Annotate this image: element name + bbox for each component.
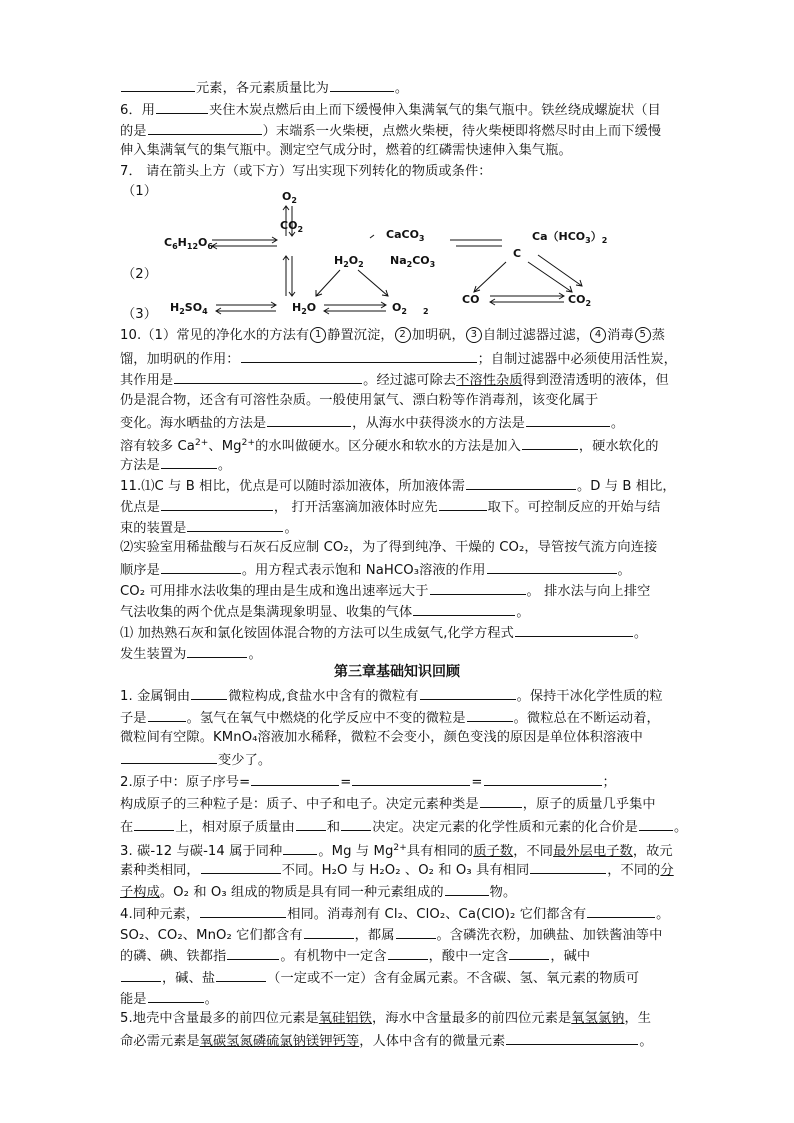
arrow-lines: [0, 0, 794, 330]
text-line: [120, 1010, 651, 1028]
circled-number: 1: [310, 327, 326, 343]
text: 决定。决定元素的化学性质和元素的化合价是: [372, 820, 638, 835]
text: 。: [610, 416, 625, 431]
text: 溶有较多 Ca: [120, 439, 195, 454]
answer-blank[interactable]: [587, 904, 655, 918]
answer-blank[interactable]: [506, 1031, 638, 1045]
formula-calcium-bicarbonate: $Ca(HCO_3)_2$: [532, 230, 608, 245]
text: 5.地壳中含量最多的前四位元素是: [120, 1011, 319, 1026]
answer-blank[interactable]: [296, 817, 326, 831]
text-line: [120, 882, 516, 902]
text: 。: [248, 647, 262, 662]
formula-caco3: CaCO$_3$: [386, 228, 425, 243]
text-line: [120, 946, 590, 966]
text: 束的装置是: [120, 521, 187, 536]
text: 2.原子中：原子序号=: [120, 775, 251, 790]
answer-blank[interactable]: [161, 455, 217, 469]
answer-blank[interactable]: [148, 708, 186, 722]
text-line: [120, 623, 647, 643]
text: 。经过滤可除去: [363, 373, 457, 388]
text: ；: [602, 775, 616, 790]
underlined-text: 不溶性杂质: [456, 373, 523, 388]
text: 。: [284, 521, 298, 536]
text: 自制过滤器过滤，: [482, 328, 590, 343]
answer-blank[interactable]: [413, 602, 515, 616]
text: 消毒: [607, 328, 634, 343]
text: ，海水中含量最多的前四位元素是: [371, 1011, 572, 1026]
answer-blank[interactable]: [241, 349, 477, 363]
answer-blank[interactable]: [484, 772, 602, 786]
text: 命必需元素是: [120, 1034, 200, 1049]
text: 。: [217, 458, 232, 473]
text: 。氢气在氧气中燃烧的化学反应中不变的微粒是: [186, 711, 466, 726]
text: 元素，各元素质量比为: [196, 81, 329, 96]
text-line: [120, 794, 656, 814]
text: 具有相同的: [406, 844, 474, 859]
answer-blank[interactable]: [480, 794, 522, 808]
text: 优点是: [120, 500, 160, 515]
answer-blank[interactable]: [161, 560, 241, 574]
answer-blank[interactable]: [283, 841, 317, 855]
answer-blank[interactable]: [227, 946, 279, 960]
formula-na2co3: $Na_2CO_3$: [390, 254, 436, 269]
answer-blank[interactable]: [467, 708, 513, 722]
answer-blank[interactable]: [352, 772, 470, 786]
answer-blank[interactable]: [639, 817, 673, 831]
answer-blank[interactable]: [341, 817, 371, 831]
answer-blank[interactable]: [191, 686, 227, 700]
text: 、Mg: [208, 439, 242, 454]
text: SO₂、CO₂、MnO₂ 它们都含有: [120, 928, 303, 943]
formula-co2-right: $CO_2$: [568, 293, 592, 308]
text: 。: [639, 1034, 653, 1049]
text: 的磷、碘、铁都指: [120, 949, 227, 964]
formula-c: C: [513, 247, 522, 260]
circled-number: 5: [635, 327, 651, 343]
text: ，人体中含有的微量元素: [359, 1034, 506, 1049]
answer-blank[interactable]: [530, 860, 606, 874]
text-line: [120, 349, 677, 369]
text: 能是: [120, 992, 147, 1007]
text: 夹住木炭点燃后由上而下缓慢伸入集满氧气的集气瓶中。铁丝绕成螺旋状（目: [209, 103, 661, 118]
text: 在: [120, 820, 134, 835]
text: 。: [673, 820, 688, 835]
underlined-text: 分: [660, 863, 674, 878]
text: ，碱中: [550, 949, 591, 964]
answer-blank[interactable]: [396, 925, 436, 939]
underlined-text: 最外层电子数: [553, 844, 633, 859]
text-line: [120, 904, 669, 924]
text: ）末端系一火柴梗，点燃火柴梗，待火柴梗即将燃尽时由上而下缓慢: [262, 124, 662, 139]
answer-blank[interactable]: [526, 413, 610, 427]
answer-blank[interactable]: [439, 497, 487, 511]
text: 变少了。: [218, 753, 272, 768]
text-line: 溶有较多 $Ca^{2+}$、$Mg^{2+}$的水叫做硬水。区分硬水和软水的方法是加入 ，硬水软化的: [120, 438, 659, 454]
text: 加明矾，: [411, 328, 465, 343]
item-label: （2）: [122, 267, 158, 282]
text: 。O₂ 和 O₃ 组成的物质是具有同一种元素组成的: [159, 885, 444, 900]
text: 馏，加明矾的作用：: [120, 352, 240, 367]
text: 。: [204, 992, 218, 1007]
text: 3. 碳-12 与碳-14 属于同种: [120, 844, 283, 859]
underlined-text: 质子数: [473, 844, 514, 859]
circled-number: 3: [466, 327, 482, 343]
answer-blank[interactable]: [161, 497, 273, 511]
answer-blank[interactable]: [121, 968, 161, 982]
text: ，碱、盐: [162, 971, 216, 986]
answer-blank[interactable]: [148, 989, 204, 1003]
text: 微粒间有空隙。KMnO₄溶液加水稀释，微粒不会变小，颜色变浅的原因是单位体积溶液中: [120, 730, 643, 745]
text: 。 排水法与向上排空: [526, 584, 651, 599]
text-line: [120, 392, 598, 410]
underlined-text: 氧碳氢氮磷硫氯钠镁钾钙等: [199, 1034, 360, 1049]
answer-blank[interactable]: [487, 560, 617, 574]
text: 微粒构成,食盐水中含有的微粒有: [228, 689, 419, 704]
answer-blank[interactable]: [466, 476, 576, 490]
text: 1. 金属铜由: [120, 689, 191, 704]
text: 。微粒总在不断运动着，: [513, 711, 660, 726]
text: ， 打开活塞滴加液体时应先: [273, 500, 438, 515]
text: ，从海水中获得淡水的方法是: [352, 416, 525, 431]
answer-blank[interactable]: [187, 518, 283, 532]
text-line: 元素，各元素质量比为 。: [120, 78, 408, 98]
text: =: [340, 775, 352, 790]
underlined-text: 子构成: [120, 885, 160, 900]
text: ，生: [624, 1011, 652, 1026]
text-line: [120, 581, 650, 601]
chapter-heading: 第三章基础知识回顾: [334, 664, 460, 680]
text: 变化。海水晒盐的方法是: [120, 416, 267, 431]
answer-blank[interactable]: [430, 581, 526, 595]
text: 素种类相同，: [120, 863, 200, 878]
text-line: [120, 817, 687, 837]
text: ，原子的质量几乎集中: [522, 797, 656, 812]
text: 构成原子的三种粒子是：质子、中子和电子。决定元素种类是: [120, 797, 479, 812]
text: ，酸中一定含: [428, 949, 509, 964]
text-line: [120, 539, 657, 557]
text: 的是: [120, 124, 147, 139]
text: 6．用: [120, 103, 156, 118]
underlined-text: 氧氢氯钠: [571, 1011, 625, 1026]
text-line: [120, 925, 662, 945]
answer-blank[interactable]: [216, 968, 266, 982]
text: 不同。H₂O 与 H₂O₂ 、O₂ 和 O₃ 具有相同: [281, 863, 530, 878]
text: 和: [326, 820, 341, 835]
text: ，故元: [632, 844, 673, 859]
text: 顺序是: [120, 563, 160, 578]
text-line: [120, 729, 643, 747]
text-line: [120, 686, 663, 706]
answer-blank[interactable]: [445, 882, 489, 896]
text: 10.（1）常见的净化水的方法有: [120, 328, 310, 343]
text: 蒸: [651, 328, 665, 343]
text-line: [120, 750, 271, 770]
text: 的水叫做硬水。区分硬水和软水的方法是加入: [255, 439, 521, 454]
text: 。有机物中一定含: [280, 949, 387, 964]
answer-blank[interactable]: [251, 772, 339, 786]
text: ，都属: [354, 928, 395, 943]
formula-h2so4: $H_2SO_4$: [170, 301, 208, 316]
answer-blank[interactable]: [121, 750, 217, 764]
item-label: （3）: [122, 307, 158, 322]
answer-blank[interactable]: [509, 946, 549, 960]
formula-co: CO: [462, 293, 480, 306]
text: 。保持干冰化学性质的粒: [516, 689, 663, 704]
formula-co2: $CO_2$: [280, 219, 304, 234]
answer-blank[interactable]: [267, 413, 351, 427]
formula-h2o: $H_2O$: [292, 301, 317, 316]
text-line: [120, 476, 676, 496]
text-line: [120, 413, 624, 433]
text: 取下。可控制反应的开始与结: [487, 500, 661, 515]
text: 。: [516, 605, 530, 620]
text: 仍是混合物，还含有可溶性杂质。一般使用氯气、漂白粉等作消毒剂，该变化属于: [120, 393, 599, 408]
answer-blank[interactable]: [134, 817, 174, 831]
text: ⑴ 加热熟石灰和氯化铵固体混合物的方法可以生成氨气,化学方程式: [120, 626, 514, 641]
text: （一定或不一定）含有金属元素。不含碳、氢、氧元素的物质可: [267, 971, 640, 986]
text: 11.⑴C 与 B 相比，优点是可以随时添加液体，所加液体需: [120, 479, 465, 494]
text: 其作用是: [120, 373, 174, 388]
text-line: 3. 碳-12 与碳-14 属于同种 。Mg 与 $Mg^{2+}$具有相同的质子数，不同最外层电子数，故元: [120, 843, 673, 859]
text-line: [120, 518, 298, 538]
answer-blank[interactable]: [522, 436, 578, 450]
text-line: [120, 560, 631, 580]
answer-blank[interactable]: [388, 946, 428, 960]
text: ⑵实验室用稀盐酸与石灰石反应制 CO₂，为了得到纯净、干燥的 CO₂，导管按气流方向连接: [120, 540, 658, 555]
text: 上，相对原子质量由: [175, 820, 295, 835]
text: 物。: [489, 885, 517, 900]
formula-glucose: $C_6H_{12}O_6$: [164, 236, 213, 251]
answer-blank[interactable]: [304, 925, 354, 939]
text: 伸入集满氧气的集气瓶中。测定空气成分时，燃着的红磷需快速伸入集气瓶。: [120, 143, 572, 158]
text: CO₂ 可用排水法收集的理由是生成和逸出速率远大于: [120, 584, 429, 599]
text-line: [120, 602, 530, 622]
text-line: [120, 370, 669, 390]
answer-blank[interactable]: [174, 370, 362, 384]
text-line: [120, 455, 231, 475]
underlined-text: 氧硅铝铁: [318, 1011, 372, 1026]
text: 4.同种元素，: [120, 907, 200, 922]
text: 。: [633, 626, 648, 641]
text: 。D 与 B 相比，: [576, 479, 676, 494]
text: 7． 请在箭头上方（或下方）写出实现下列转化的物质或条件：: [120, 164, 492, 179]
text: ，不同的: [607, 863, 661, 878]
answer-blank[interactable]: [420, 686, 516, 700]
formula-o2-bottom: $O_2$ $_2$: [392, 301, 429, 316]
text: 。Mg 与 Mg: [318, 844, 394, 859]
item-label: （1）: [122, 184, 158, 199]
text-line: [120, 860, 674, 880]
answer-blank[interactable]: [200, 904, 286, 918]
text-line: [120, 772, 616, 792]
text-line: [120, 708, 660, 728]
text: 。用方程式表示饱和 NaHCO₃溶液的作用: [241, 563, 486, 578]
text: 相同。消毒剂有 Cl₂、ClO₂、Ca(ClO)₂ 它们都含有: [287, 907, 587, 922]
text: 。含磷洗衣粉，加碘盐、加铁酱油等中: [436, 928, 663, 943]
text-line: [120, 989, 218, 1009]
text: 方法是: [120, 458, 160, 473]
circled-number: 2: [395, 327, 411, 343]
text: 静置沉淀，: [327, 328, 394, 343]
text: 发生装置为: [120, 647, 187, 662]
formula-o2: $O_2$: [282, 190, 297, 205]
text: 得到澄清透明的液体，但: [522, 373, 669, 388]
text: ；自制过滤器中必须使用活性炭，: [477, 352, 677, 367]
text: =: [471, 775, 483, 790]
text: ，不同: [513, 844, 554, 859]
text-line: [120, 968, 639, 988]
text: 。: [656, 907, 670, 922]
formula-h2o2: $H_2O_2$: [334, 254, 364, 269]
answer-blank[interactable]: [515, 623, 633, 637]
circled-number: 4: [590, 327, 606, 343]
text: 气法收集的两个优点是集满现象明显、收集的气体: [120, 605, 413, 620]
text-line: [120, 327, 665, 345]
answer-blank[interactable]: [201, 860, 281, 874]
text: 子是: [120, 711, 147, 726]
text: ，硬水软化的: [578, 439, 659, 454]
text-line: [120, 1031, 653, 1051]
text: 。: [617, 563, 631, 578]
answer-blank[interactable]: [187, 644, 247, 658]
text-line: [120, 497, 660, 517]
